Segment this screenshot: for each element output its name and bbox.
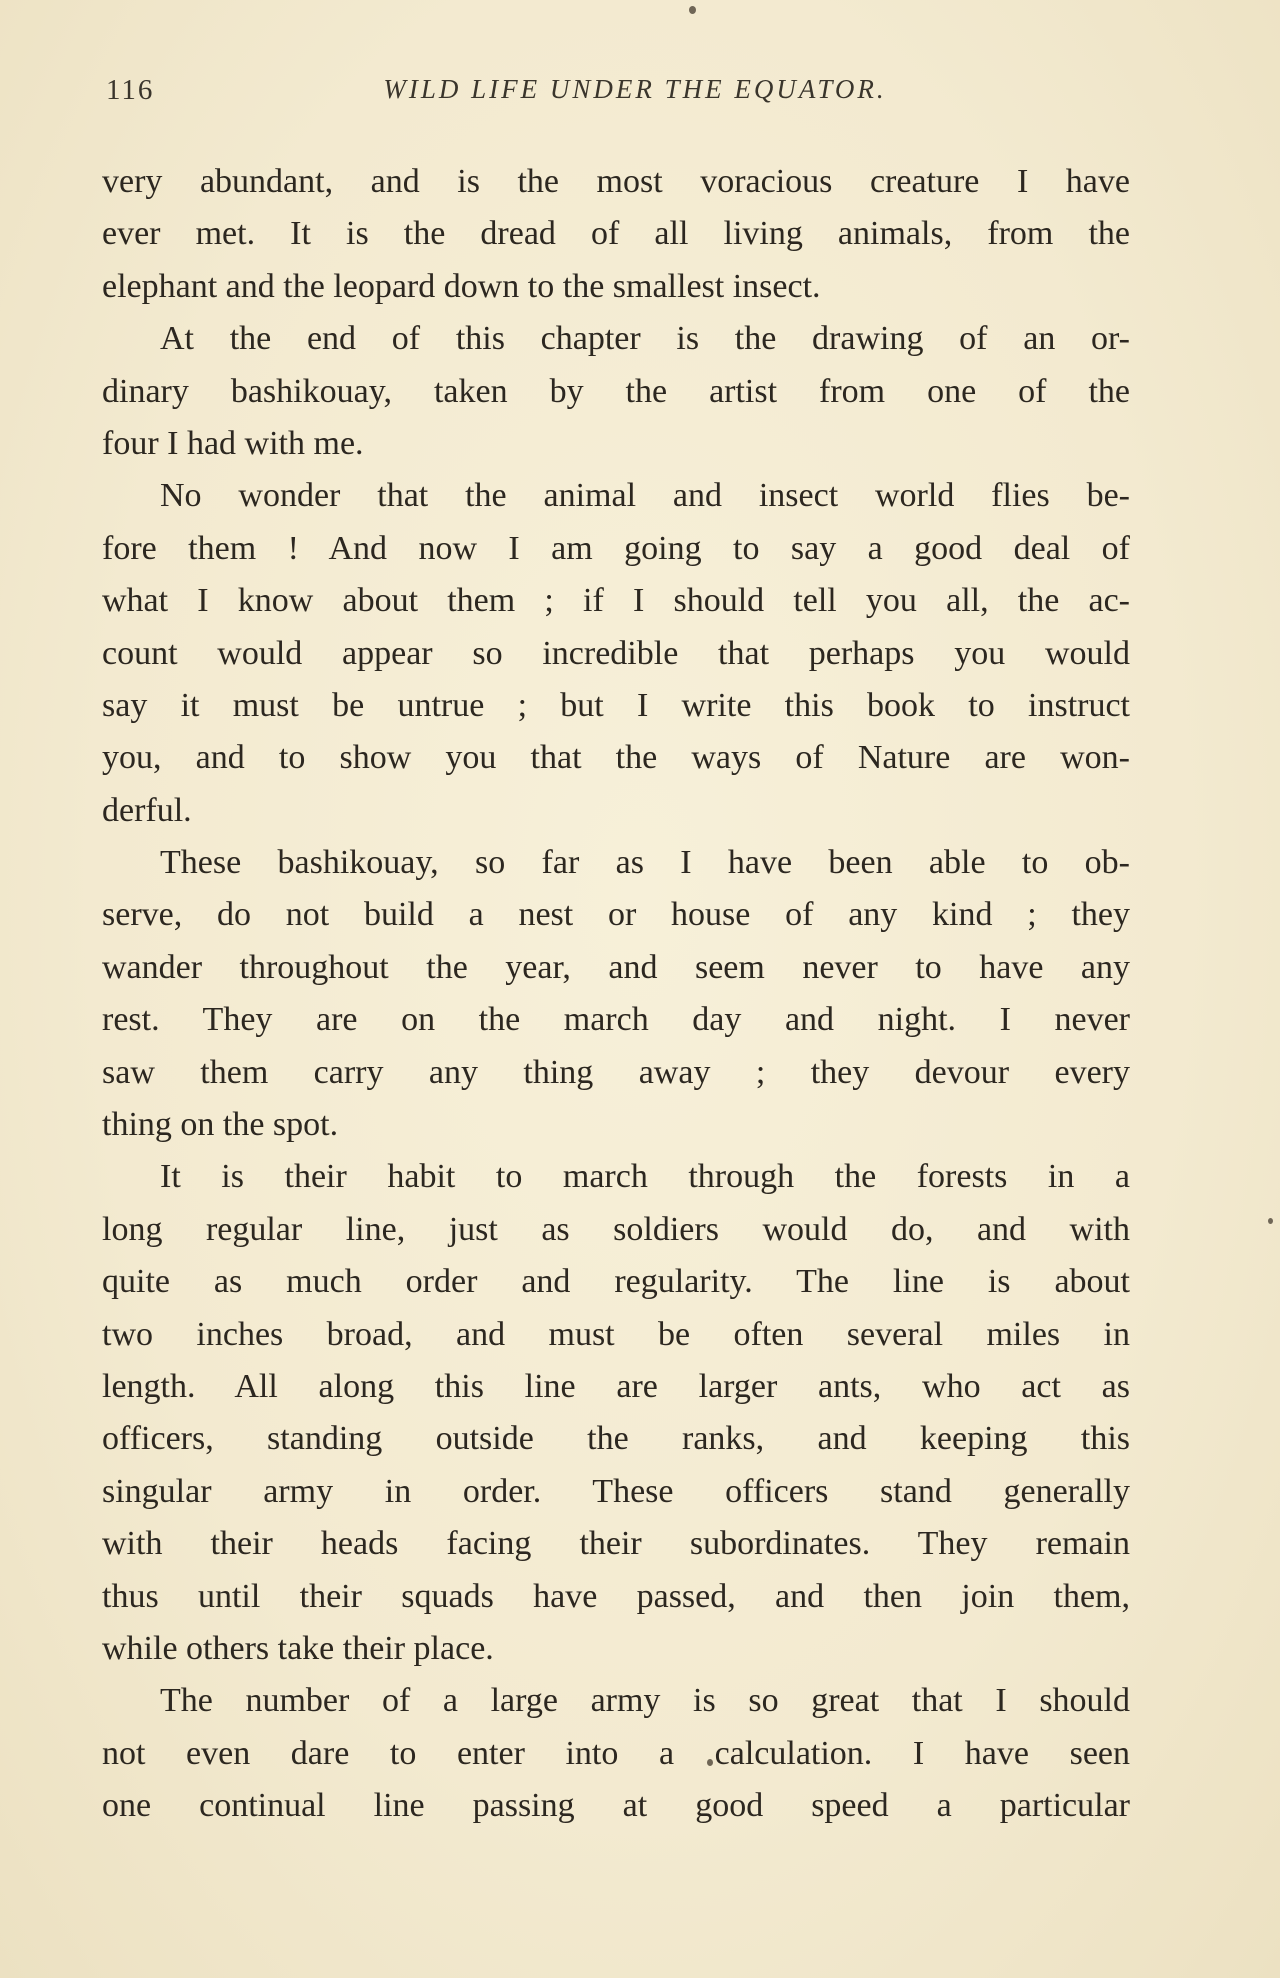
paragraph	[102, 470, 1130, 837]
paragraph	[102, 156, 1130, 313]
text-line: singular army in order. These officers stand generally	[102, 1472, 1130, 1510]
text-line: The number of a large army is so great that I should	[160, 1682, 1130, 1720]
text-line: long regular line, just as soldiers would do, and with	[102, 1210, 1130, 1248]
text-line: officers, standing outside the ranks, and keeping this	[102, 1420, 1130, 1458]
text-line: length. All along this line are larger ants, who act as	[102, 1367, 1130, 1405]
text-line: very abundant, and is the most voracious creature I have	[102, 163, 1130, 200]
running-title: WILD LIFE UNDER THE EQUATOR.	[383, 74, 887, 104]
text-line: saw them carry any thing away ; they devour every	[102, 1053, 1130, 1091]
text-line: you, and to show you that the ways of Nature are won-	[102, 739, 1130, 777]
text-line: thing on the spot.	[102, 1106, 339, 1144]
text-line: dinary bashikouay, taken by the artist from one of the	[102, 372, 1130, 410]
text-line: not even dare to enter into a calculation. I have seen	[102, 1734, 1130, 1772]
text-line: No wonder that the animal and insect world flies be-	[160, 477, 1130, 515]
text-line: wander throughout the year, and seem never to have any	[102, 948, 1130, 986]
text-line: quite as much order and regularity. The line is about	[102, 1263, 1130, 1301]
text-line: two inches broad, and must be often several miles in	[102, 1315, 1130, 1353]
text-line: count would appear so incredible that perhaps you would	[102, 634, 1130, 672]
text-line: thus until their squads have passed, and then join them,	[102, 1577, 1130, 1615]
page-number: 116	[106, 74, 155, 106]
text-line: with their heads facing their subordinates. They remain	[102, 1525, 1130, 1563]
paragraph	[102, 837, 1130, 1151]
text-line: At the end of this chapter is the drawing of an or-	[160, 320, 1130, 358]
body-text	[102, 156, 1130, 1833]
text-line: rest. They are on the march day and night. I never	[102, 1001, 1130, 1039]
paragraph	[102, 313, 1130, 470]
text-line: These bashikouay, so far as I have been able to ob-	[160, 844, 1130, 882]
text-line: while others take their place.	[102, 1629, 494, 1667]
paragraph	[102, 1675, 1130, 1832]
ink-speck	[689, 6, 696, 14]
page-header	[100, 74, 1130, 114]
text-line: ever met. It is the dread of all living animals, from the	[102, 215, 1130, 253]
text-line: one continual line passing at good speed a particular	[102, 1787, 1130, 1825]
text-line: say it must be untrue ; but I write this book to instruct	[102, 686, 1130, 724]
ink-speck	[1268, 1218, 1273, 1224]
text-line: what I know about them ; if I should tell you all, the ac-	[102, 582, 1130, 620]
text-line: fore them ! And now I am going to say a good deal of	[102, 529, 1130, 567]
text-line: four I had with me.	[102, 424, 364, 462]
text-line: serve, do not build a nest or house of any kind ; they	[102, 896, 1130, 934]
paragraph	[102, 1151, 1130, 1675]
text-line: It is their habit to march through the forests in a	[160, 1158, 1130, 1196]
text-line: derful.	[102, 791, 192, 829]
text-line: elephant and the leopard down to the smallest insect.	[102, 267, 821, 305]
